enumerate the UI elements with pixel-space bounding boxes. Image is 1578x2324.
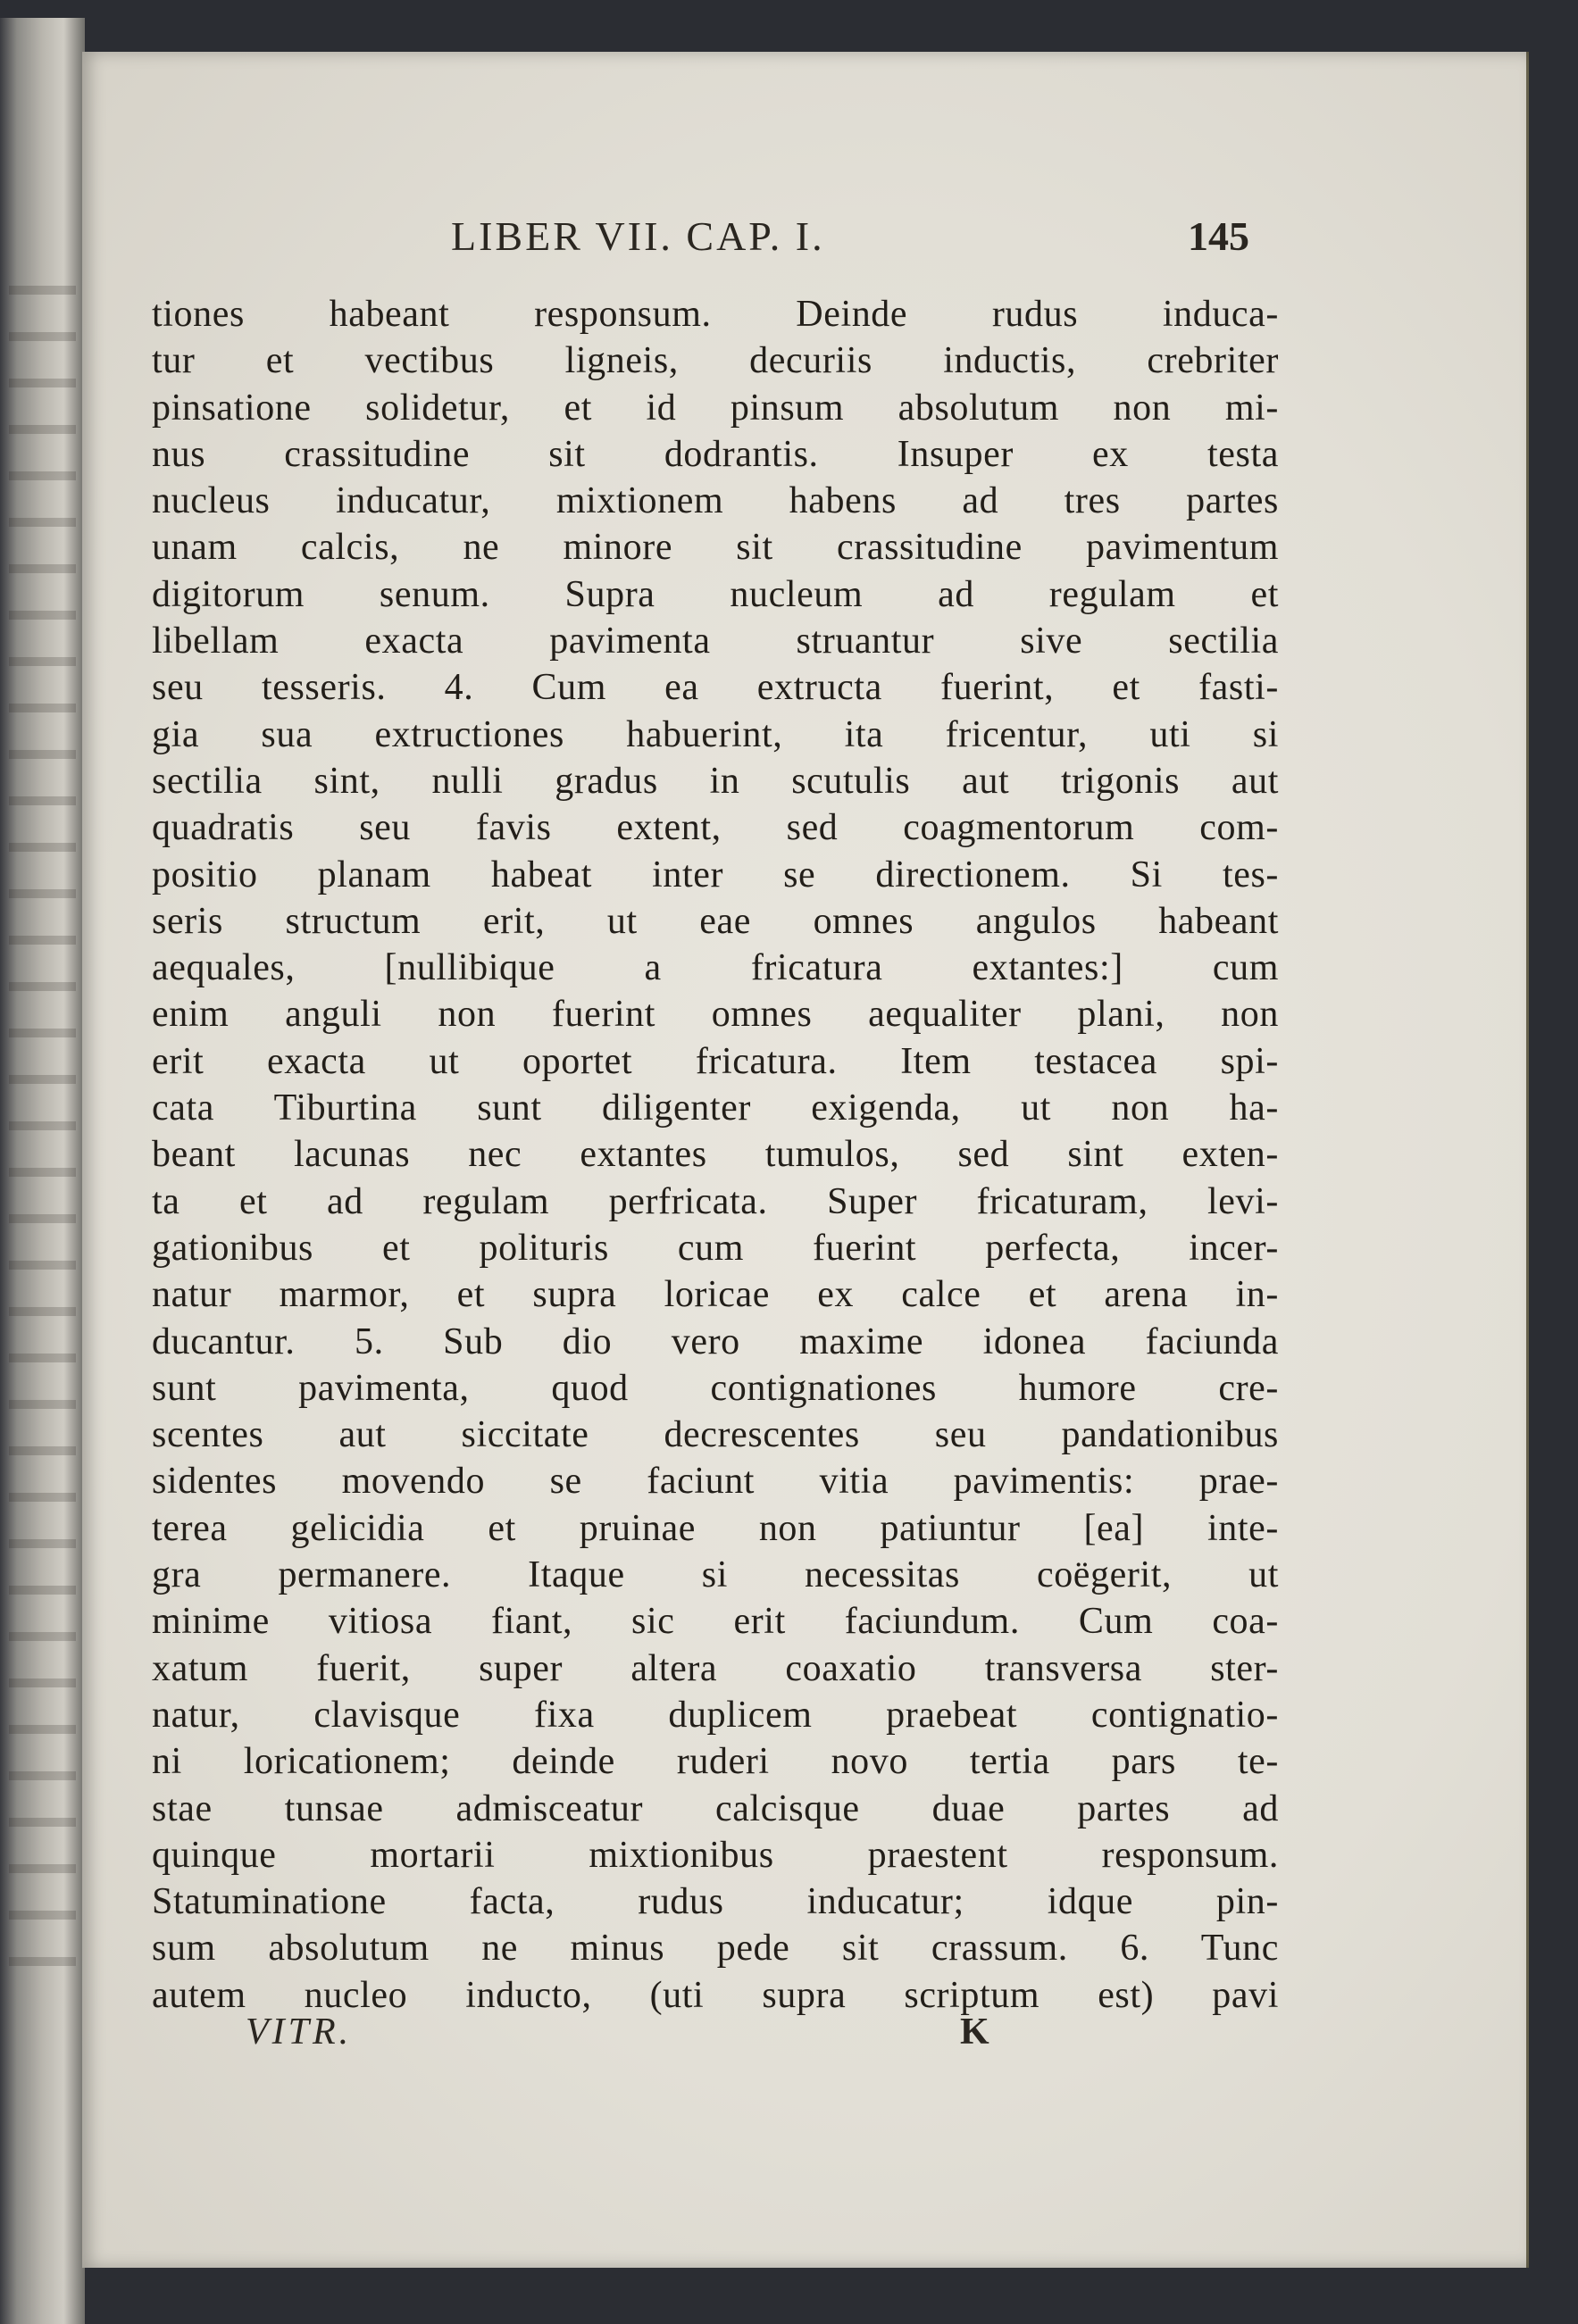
text-line: quinque mortarii mixtionibus praestent responsum. [152, 1834, 1279, 1876]
text-line: terea gelicidia et pruinae non patiuntur [ea] inte- [152, 1507, 1279, 1549]
text-line: tur et vectibus ligneis, decuriis inductis, crebriter [152, 340, 1279, 382]
text-line: sidentes movendo se faciunt vitia pavimentis: prae- [152, 1461, 1279, 1503]
text-line: libellam exacta pavimenta struantur sive sectilia [152, 621, 1279, 662]
text-line: ta et ad regulam perfricata. Super fricaturam, levi- [152, 1180, 1279, 1222]
text-line: Statuminatione facta, rudus inducatur; idque pin- [152, 1881, 1279, 1923]
page-number: 145 [1188, 213, 1249, 259]
text-line: unam calcis, ne minore sit crassitudine pavimentum [152, 527, 1279, 569]
text-line: beant lacunas nec extantes tumulos, sed sint exten- [152, 1134, 1279, 1176]
text-line: digitorum senum. Supra nucleum ad regulam et [152, 573, 1279, 615]
text-line: sunt pavimenta, quod contignationes humore cre- [152, 1367, 1279, 1409]
text-line: natur marmor, et supra loricae ex calce et arena in- [152, 1274, 1279, 1316]
text-line: nus crassitudine sit dodrantis. Insuper ex testa [152, 433, 1279, 475]
text-line: sum absolutum ne minus pede sit crassum. 6. Tunc [152, 1928, 1279, 1970]
running-head: LIBER VII. CAP. I. [451, 213, 825, 259]
text-line: positio planam habeat inter se directionem. Si tes- [152, 854, 1279, 895]
text-line: aequales, [nullibique a fricatura extantes:] cum [152, 947, 1279, 989]
text-line: quadratis seu favis extent, sed coagmentorum com- [152, 807, 1279, 849]
text-line: nucleus inducatur, mixtionem habens ad tres partes [152, 480, 1279, 522]
text-line: erit exacta ut oportet fricatura. Item testacea spi- [152, 1040, 1279, 1082]
text-line: gra permanere. Itaque si necessitas coëgerit, ut [152, 1554, 1279, 1596]
text-line: seris structum erit, ut eae omnes angulos habeant [152, 900, 1279, 942]
body-text [152, 291, 1279, 2019]
previous-page-edge [0, 18, 85, 2324]
text-line: cata Tiburtina sunt diligenter exigenda, ut non ha- [152, 1087, 1279, 1129]
text-line: sectilia sint, nulli gradus in scutulis aut trigonis aut [152, 760, 1279, 802]
text-line: natur, clavisque fixa duplicem praebeat contignatio- [152, 1694, 1279, 1736]
signature-mark: K [960, 2012, 989, 2053]
signature-title: VITR. [246, 2012, 353, 2053]
previous-page-text-bleed [9, 286, 76, 1982]
text-line: scentes aut siccitate decrescentes seu pandationibus [152, 1414, 1279, 1456]
text-line: ni loricationem; deinde ruderi novo tertia pars te- [152, 1741, 1279, 1783]
text-line: pinsatione solidetur, et id pinsum absolutum non mi- [152, 387, 1279, 429]
text-line: gia sua extructiones habuerint, ita fricentur, uti si [152, 713, 1279, 755]
text-line: seu tesseris. 4. Cum ea extructa fuerint, et fasti- [152, 667, 1279, 709]
text-line: minime vitiosa fiant, sic erit faciundum. Cum coa- [152, 1601, 1279, 1643]
text-line: xatum fuerit, super altera coaxatio transversa ster- [152, 1647, 1279, 1689]
text-line: enim anguli non fuerint omnes aequaliter plani, non [152, 994, 1279, 1036]
page-header [0, 212, 1578, 266]
text-line: tiones habeant responsum. Deinde rudus induca- [152, 294, 1279, 335]
text-line: gationibus et polituris cum fuerint perfecta, incer- [152, 1227, 1279, 1269]
text-line: ducantur. 5. Sub dio vero maxime idonea faciunda [152, 1320, 1279, 1362]
text-line: autem nucleo inducto, (uti supra scriptum est) pavi [152, 1974, 1279, 2016]
text-line: stae tunsae admisceatur calcisque duae partes ad [152, 1787, 1279, 1829]
